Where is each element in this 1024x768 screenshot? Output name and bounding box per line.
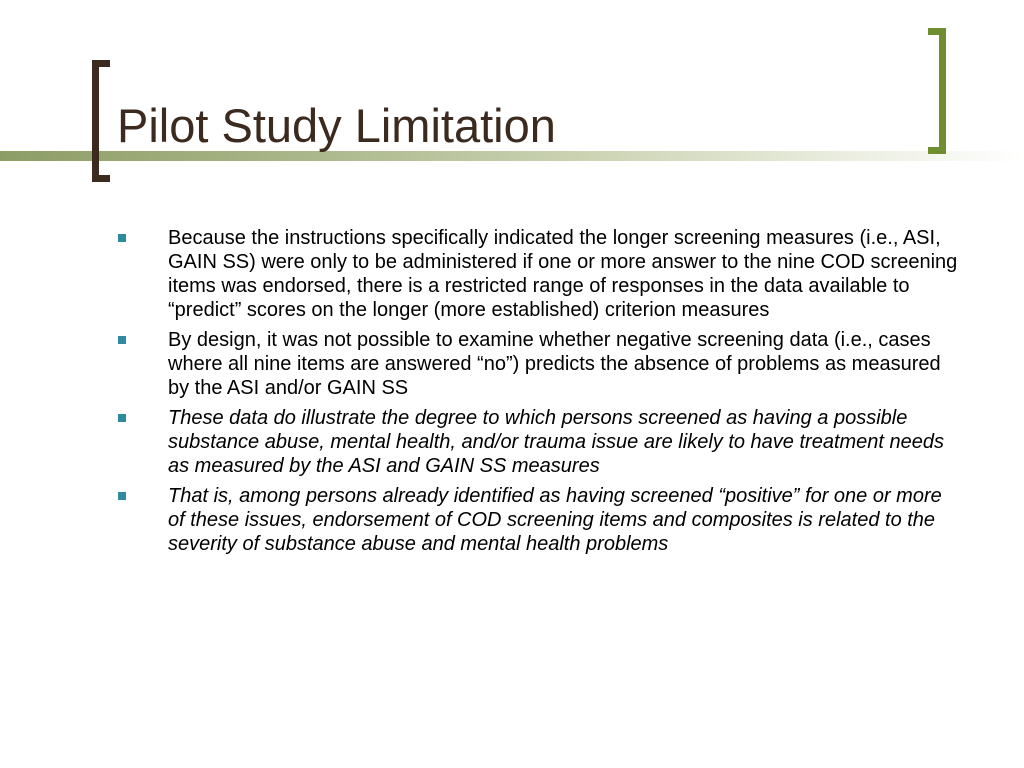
square-bullet-icon bbox=[118, 492, 126, 500]
left-bracket-decoration bbox=[92, 60, 110, 182]
bullet-list bbox=[112, 226, 962, 562]
bullet-item bbox=[112, 328, 962, 400]
right-bracket-decoration bbox=[928, 28, 946, 154]
bullet-text: By design, it was not possible to examine whether negative screening data (i.e., cases where all nine items are answered “no”) predicts the absence of problems as measured by the ASI and/or GAIN SS bbox=[168, 329, 941, 399]
square-bullet-icon bbox=[118, 234, 126, 242]
bullet-item bbox=[112, 226, 962, 322]
square-bullet-icon bbox=[118, 414, 126, 422]
bullet-item bbox=[112, 406, 962, 478]
bullet-text: That is, among persons already identified as having screened “positive” for one or more of these issues, endorsement of COD screening items and composites is related to the severity of substance abuse and mental health problems bbox=[168, 485, 942, 555]
bullet-text: Because the instructions specifically indicated the longer screening measures (i.e., ASI, GAIN SS) were only to be administered if one or more answer to the nine COD screening items was endorsed, there is a restricted range of responses in the data available to “predict” scores on the longer (more established) criterion measures bbox=[168, 227, 958, 321]
slide-title: Pilot Study Limitation bbox=[117, 99, 556, 152]
bullet-item bbox=[112, 484, 962, 556]
square-bullet-icon bbox=[118, 336, 126, 344]
bullet-text: These data do illustrate the degree to which persons screened as having a possible substance abuse, mental health, and/or trauma issue are likely to have treatment needs as measured by the ASI and GAIN SS measures bbox=[168, 407, 945, 477]
